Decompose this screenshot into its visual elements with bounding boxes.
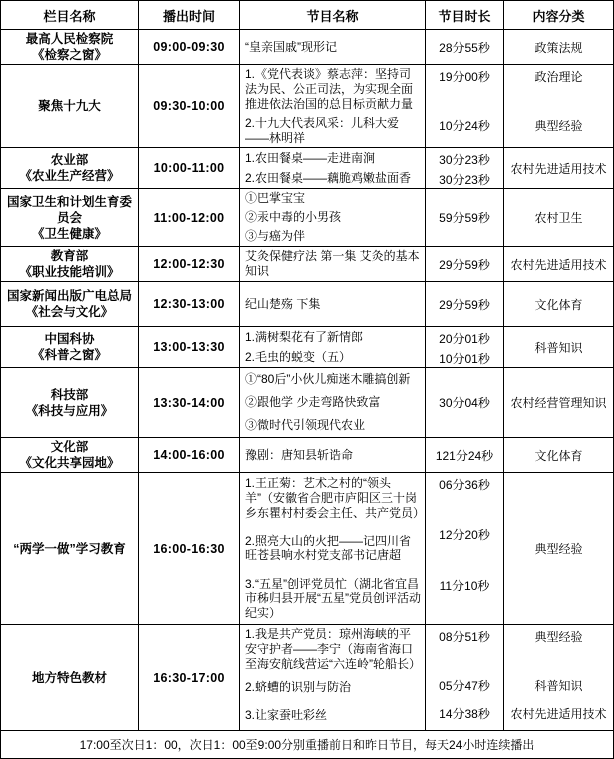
program-category: 文化体育 bbox=[534, 297, 583, 312]
program-row bbox=[240, 368, 426, 391]
program-name: 2.十九大代表风采：儿科大爱——林明祥 bbox=[240, 114, 426, 148]
channel-name-line: 文化部 bbox=[50, 440, 89, 454]
table-row bbox=[1, 282, 613, 327]
header-cell: 节目名称 bbox=[240, 1, 426, 29]
program-row bbox=[240, 625, 613, 674]
table-row bbox=[1, 247, 613, 282]
program-row bbox=[240, 574, 504, 624]
program-duration: 06分36秒 bbox=[426, 473, 504, 523]
channel-name-line: 《科普之窗》 bbox=[31, 348, 107, 362]
program-category: 农村卫生 bbox=[534, 211, 583, 226]
program-list bbox=[240, 65, 613, 147]
header-row bbox=[1, 1, 613, 30]
program-row bbox=[240, 438, 613, 472]
channel-name-line: 《卫生健康》 bbox=[31, 226, 107, 241]
program-duration: 11分10秒 bbox=[426, 574, 504, 624]
program-name: 2.照亮大山的火把——记四川省旺苍县响水村党支部书记唐超 bbox=[240, 523, 426, 573]
channel-name-line: 国家新闻出版广电总局 bbox=[6, 289, 132, 303]
table-row bbox=[1, 327, 613, 368]
program-name: 1.满树梨花有了新情郎 bbox=[240, 327, 426, 347]
broadcast-time: 09:00-09:30 bbox=[139, 30, 240, 64]
program-name: 3.“五星”创评党员忙（湖北省宜昌市秭归县开展“五星”党员创评活动纪实） bbox=[240, 574, 426, 624]
program-row bbox=[240, 414, 426, 437]
channel-name bbox=[1, 327, 139, 367]
program-name: 艾灸保健疗法 第一集 艾灸的基本知识 bbox=[240, 247, 426, 281]
program-duration: 30分23秒 bbox=[426, 168, 504, 188]
channel-name bbox=[1, 368, 139, 437]
program-category: 典型经验 bbox=[534, 542, 583, 556]
program-row bbox=[240, 148, 504, 168]
program-name: 1.王正菊：艺术之村的“领头羊”（安徽省合肥市庐阳区三十岗乡东瞿村村委会主任、共产党员） bbox=[240, 473, 426, 523]
program-duration: 10分24秒 bbox=[426, 114, 504, 148]
program-list bbox=[240, 473, 504, 624]
program-name: 3.让家蚕吐彩丝 bbox=[240, 702, 426, 730]
program-name: 2.农田餐桌——藕脆鸡嫩盐面香 bbox=[240, 168, 426, 188]
program-name: 纪山楚殇 下集 bbox=[240, 282, 426, 326]
program-duration: 28分55秒 bbox=[426, 30, 504, 64]
broadcast-time: 09:30-10:00 bbox=[139, 65, 240, 147]
program-category: 文化体育 bbox=[534, 448, 583, 463]
table-header bbox=[1, 1, 613, 30]
header-cell: 播出时间 bbox=[139, 1, 240, 29]
channel-name-line: “两学一做”学习教育 bbox=[13, 541, 126, 556]
program-row bbox=[240, 114, 613, 148]
program-category: 政治理论 bbox=[534, 70, 583, 84]
program-name: ③微时代引领现代农业 bbox=[240, 414, 426, 437]
program-name: 豫剧：唐知县斩诰命 bbox=[240, 438, 426, 472]
program-duration: 20分01秒 bbox=[426, 327, 504, 347]
channel-name-line: 教育部 bbox=[50, 249, 89, 263]
channel-name bbox=[1, 625, 139, 730]
channel-name-line: 中国科协 bbox=[44, 332, 95, 346]
broadcast-time: 10:00-11:00 bbox=[139, 148, 240, 188]
program-duration: 19分00秒 bbox=[426, 65, 504, 114]
header-cell: 内容分类 bbox=[532, 8, 585, 24]
program-name: ①巴掌宝宝 bbox=[240, 189, 426, 208]
program-row bbox=[240, 327, 504, 347]
broadcast-time: 12:00-12:30 bbox=[139, 247, 240, 281]
program-duration: 29分59秒 bbox=[426, 247, 504, 281]
program-list bbox=[240, 282, 613, 326]
program-row bbox=[240, 347, 504, 367]
program-row bbox=[240, 30, 613, 64]
program-list bbox=[240, 368, 426, 437]
program-duration: 121分24秒 bbox=[426, 438, 504, 472]
channel-name-line: 《文化共享园地》 bbox=[19, 456, 120, 470]
program-name: 1.农田餐桌——走进南涧 bbox=[240, 148, 426, 168]
channel-name bbox=[1, 438, 139, 472]
program-category: 科普知识 bbox=[534, 340, 583, 355]
broadcast-time: 16:30-17:00 bbox=[139, 625, 240, 730]
program-category: 农村经营管理知识 bbox=[510, 396, 607, 410]
channel-name-line: 科技部 bbox=[50, 387, 89, 402]
program-name: ②汞中毒的小男孩 bbox=[240, 208, 426, 227]
program-row bbox=[240, 168, 504, 188]
program-duration: 30分04秒 bbox=[426, 368, 504, 437]
program-row bbox=[240, 247, 613, 281]
program-name: 2.毛虫的蜕变（五） bbox=[240, 347, 426, 367]
channel-name bbox=[1, 282, 139, 326]
program-duration: 12分20秒 bbox=[426, 523, 504, 573]
broadcast-time: 13:00-13:30 bbox=[139, 327, 240, 367]
header-cell: 栏目名称 bbox=[1, 1, 139, 29]
table-row bbox=[1, 148, 613, 189]
program-row bbox=[240, 391, 426, 414]
table-row bbox=[1, 625, 613, 731]
program-category: 政策法规 bbox=[534, 40, 583, 55]
program-name: ②跟他学 少走弯路快致富 bbox=[240, 391, 426, 414]
program-category: 农村先进适用技术 bbox=[510, 161, 607, 176]
table-footer bbox=[1, 731, 613, 758]
broadcast-time: 13:30-14:00 bbox=[139, 368, 240, 437]
program-name: 2.蛴螬的识别与防治 bbox=[240, 674, 426, 702]
program-category: 农村先进适用技术 bbox=[510, 706, 607, 721]
channel-name-line: 农业部 bbox=[50, 153, 89, 168]
table-row bbox=[1, 438, 613, 473]
program-duration: 29分59秒 bbox=[426, 282, 504, 326]
program-row bbox=[240, 189, 426, 208]
program-name: ③与癌为伴 bbox=[240, 227, 426, 246]
program-list bbox=[240, 247, 613, 281]
program-row bbox=[240, 282, 613, 326]
channel-name-line: 《检察之窗》 bbox=[31, 48, 107, 62]
program-duration: 30分23秒 bbox=[426, 148, 504, 168]
channel-name-line: 国家卫生和计划生育委员会 bbox=[6, 194, 132, 225]
program-duration: 59分59秒 bbox=[426, 189, 504, 246]
program-list bbox=[240, 327, 504, 367]
table-row bbox=[1, 30, 613, 65]
program-row bbox=[240, 702, 613, 730]
broadcast-time: 16:00-16:30 bbox=[139, 473, 240, 624]
broadcast-time: 12:30-13:00 bbox=[139, 282, 240, 326]
channel-name bbox=[1, 30, 139, 64]
channel-name-line: 《社会与文化》 bbox=[25, 305, 114, 319]
program-row bbox=[240, 208, 426, 227]
channel-name bbox=[1, 247, 139, 281]
program-name: 1.我是共产党员：琼州海峡的平安守护者——李宁（海南省海口至海安航线营运“六连岭”轮船长） bbox=[240, 625, 426, 674]
program-duration: 14分38秒 bbox=[426, 702, 504, 730]
channel-name-line: 《农业生产经营》 bbox=[19, 169, 120, 184]
program-duration: 10分01秒 bbox=[426, 347, 504, 367]
channel-name-line: 地方特色教材 bbox=[31, 670, 107, 685]
program-category: 科普知识 bbox=[534, 678, 583, 693]
program-category: 农村先进适用技术 bbox=[510, 257, 607, 272]
program-row bbox=[240, 674, 613, 702]
table-row bbox=[1, 473, 613, 625]
broadcast-time: 14:00-16:00 bbox=[139, 438, 240, 472]
program-row bbox=[240, 227, 426, 246]
header-cell: 节目时长 bbox=[426, 1, 504, 29]
table-row bbox=[1, 368, 613, 438]
program-name: “皇亲国戚”现形记 bbox=[240, 30, 426, 64]
program-category: 典型经验 bbox=[534, 630, 583, 644]
program-list bbox=[240, 625, 613, 730]
channel-name bbox=[1, 473, 139, 624]
channel-name-line: 最高人民检察院 bbox=[25, 32, 114, 46]
channel-name-line: 聚焦十九大 bbox=[38, 99, 101, 114]
table-row bbox=[1, 65, 613, 148]
program-row bbox=[240, 523, 504, 573]
broadcast-time: 11:00-12:00 bbox=[139, 189, 240, 246]
program-row bbox=[240, 473, 504, 523]
program-row bbox=[240, 65, 613, 114]
program-duration: 08分51秒 bbox=[426, 625, 504, 674]
program-category: 典型经验 bbox=[534, 118, 583, 133]
channel-name bbox=[1, 148, 139, 188]
program-list bbox=[240, 438, 613, 472]
program-list bbox=[240, 30, 613, 64]
program-list bbox=[240, 189, 426, 246]
program-duration: 05分47秒 bbox=[426, 674, 504, 702]
schedule-table-body bbox=[1, 30, 613, 731]
rebroadcast-note: 17:00至次日1：00，次日1：00至9:00分别重播前日和昨日节目，每天24小时连续播出 bbox=[79, 738, 535, 752]
channel-name bbox=[1, 65, 139, 147]
table-row bbox=[1, 189, 613, 247]
footer-row bbox=[1, 731, 613, 758]
program-name: 1.《党代表谈》蔡志萍：坚持司法为民、公正司法，为实现全面推进依法治国的总目标贡献力量 bbox=[240, 65, 426, 114]
channel-name bbox=[1, 189, 139, 246]
program-list bbox=[240, 148, 504, 188]
program-name: ①“80后”小伙儿痴迷木雕搞创新 bbox=[240, 368, 426, 391]
channel-name-line: 《职业技能培训》 bbox=[19, 265, 120, 279]
channel-name-line: 《科技与应用》 bbox=[25, 403, 114, 418]
